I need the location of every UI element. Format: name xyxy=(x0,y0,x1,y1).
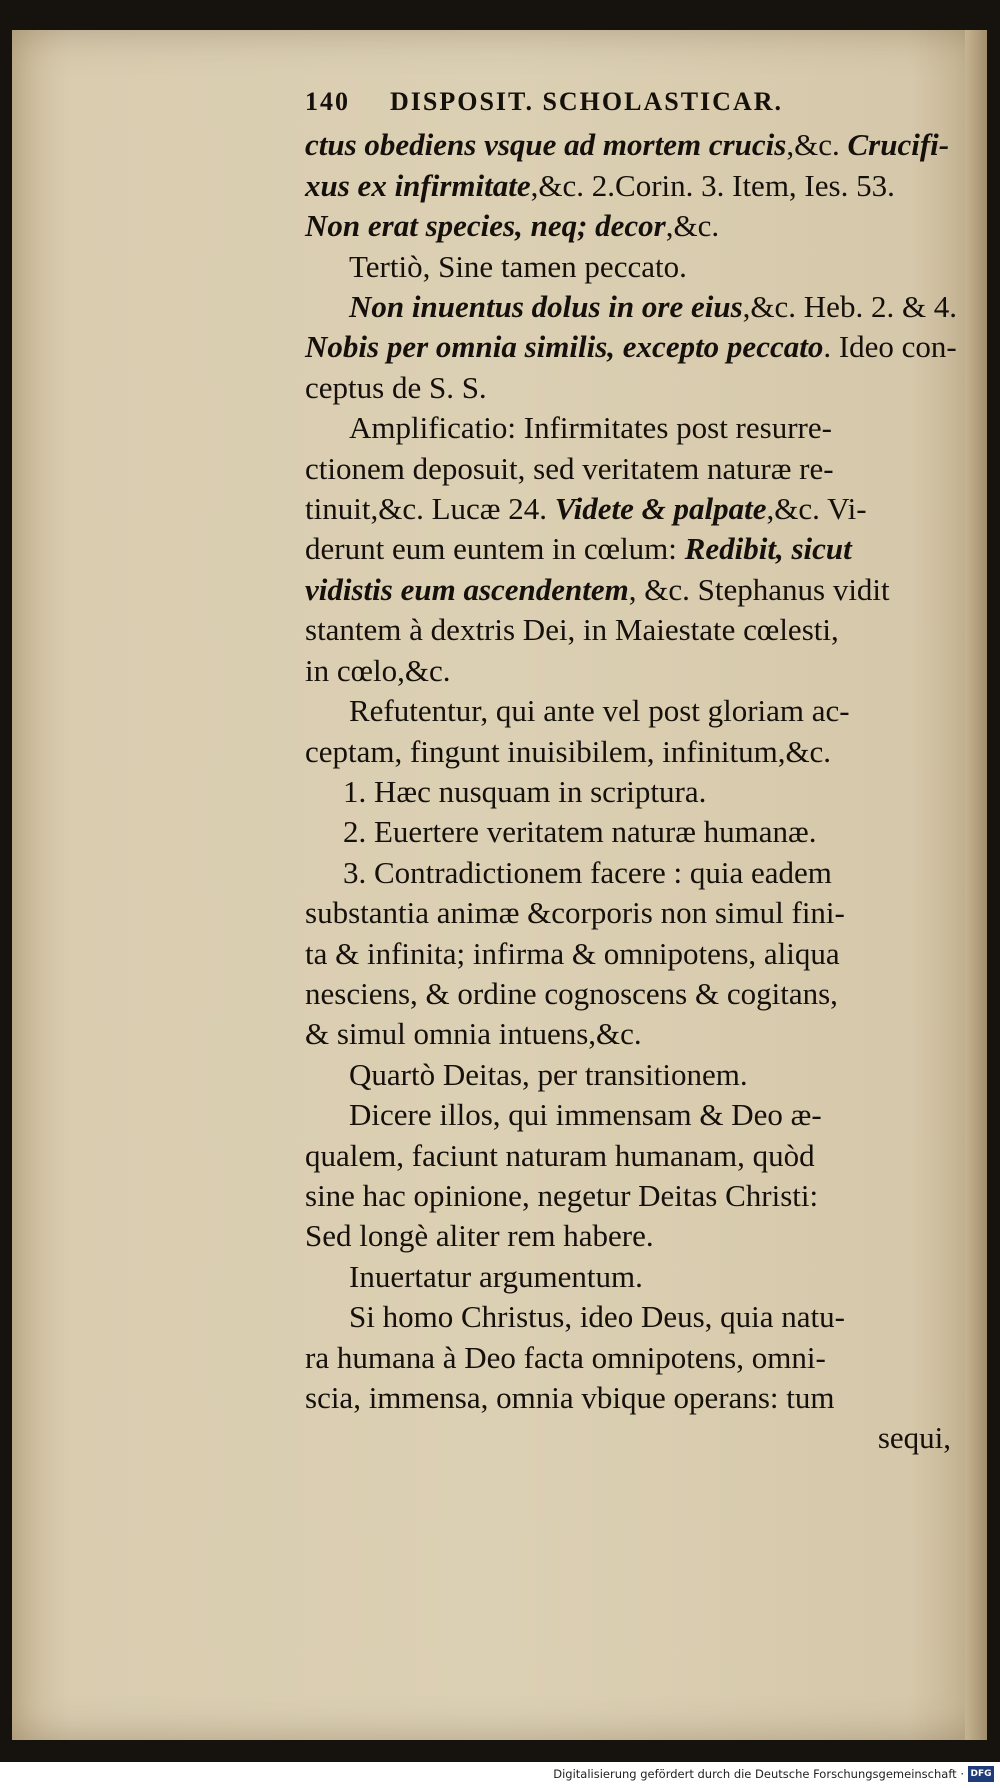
text-line xyxy=(305,1216,957,1256)
text-line xyxy=(305,974,957,1014)
text-line xyxy=(305,732,957,772)
roman-text: scia, immensa, omnia vbique operans: tum xyxy=(305,1380,835,1415)
text-line xyxy=(305,772,957,812)
text-line xyxy=(305,691,957,731)
roman-text: Sed longè aliter rem habere. xyxy=(305,1218,654,1254)
roman-text: tinuit,&c. Lucæ 24. xyxy=(305,491,555,527)
text-line xyxy=(305,651,957,691)
roman-text: ceptus de S. S. xyxy=(305,369,487,405)
italic-text: Nobis per omnia similis, excepto peccato xyxy=(305,329,824,365)
roman-text: in cœlo,&c. xyxy=(305,652,451,688)
text-line xyxy=(305,1338,957,1378)
text-line xyxy=(305,610,957,650)
running-head: DISPOSIT. SCHOLASTICAR. xyxy=(390,87,784,116)
text-line xyxy=(305,1297,957,1337)
text-line xyxy=(305,489,957,529)
roman-text: & simul omnia intuens,&c. xyxy=(305,1016,642,1052)
roman-text: 2. Euertere veritatem naturæ humanæ. xyxy=(343,814,817,850)
text-line xyxy=(305,1378,957,1418)
text-line xyxy=(305,1014,957,1054)
roman-text: sequi, xyxy=(877,1420,951,1456)
roman-text: Quartò Deitas, per transitionem. xyxy=(349,1056,748,1092)
roman-text: qualem, faciunt naturam humanam, quòd xyxy=(305,1137,815,1173)
italic-text: Non inuentus dolus in ore eius xyxy=(349,289,743,325)
italic-text: xus ex infirmitate xyxy=(305,167,531,203)
page-edge xyxy=(965,30,987,1740)
roman-text: Inuertatur argumentum. xyxy=(349,1258,643,1294)
running-header xyxy=(305,82,957,122)
roman-text: sine hac opinione, negetur Deitas Christi: xyxy=(305,1177,819,1213)
text-line xyxy=(305,853,957,893)
roman-text: Refutentur, qui ante vel post gloriam ac- xyxy=(349,693,850,729)
text-line xyxy=(305,368,957,408)
roman-text: . Ideo con- xyxy=(823,329,957,365)
roman-text: Si homo Christus, ideo Deus, quia natu- xyxy=(349,1299,845,1335)
footer-bar xyxy=(0,1762,1000,1788)
text-line xyxy=(305,1176,957,1216)
italic-text: Videte & palpate xyxy=(554,491,767,527)
text-line xyxy=(305,529,957,569)
roman-text: ta & infinita; infirma & omnipotens, aliqua xyxy=(305,935,840,971)
roman-text: ,&c. xyxy=(665,208,720,244)
roman-text: 1. Hæc nusquam in scriptura. xyxy=(343,773,707,809)
roman-text: stantem à dextris Dei, in Maiestate cœlesti, xyxy=(305,612,839,648)
text-line xyxy=(305,893,957,933)
text-line xyxy=(305,287,957,327)
italic-text: Non erat species, neq; decor xyxy=(305,208,666,244)
page-text xyxy=(305,82,957,1459)
text-line xyxy=(305,570,957,610)
dfg-logo: DFG xyxy=(968,1766,994,1782)
text-line xyxy=(305,934,957,974)
roman-text: Tertiò, Sine tamen peccato. xyxy=(349,248,687,284)
text-line xyxy=(305,1095,957,1135)
text-line xyxy=(305,247,957,287)
roman-text: nesciens, & ordine cognoscens & cogitans, xyxy=(305,975,838,1011)
text-lines xyxy=(305,125,957,1458)
text-line xyxy=(305,125,957,165)
roman-text: ,&c. 2.Corin. 3. Item, Ies. 53. xyxy=(530,167,895,203)
roman-text: ,&c. xyxy=(786,127,848,163)
text-line xyxy=(305,1418,957,1458)
text-line xyxy=(305,1055,957,1095)
text-line xyxy=(305,408,957,448)
text-line xyxy=(305,206,957,246)
roman-text: Amplificatio: Infirmitates post resurre- xyxy=(349,410,832,446)
roman-text: ceptam, fingunt inuisibilem, infinitum,&c. xyxy=(305,733,832,769)
italic-text: Redibit, sicut xyxy=(684,531,852,567)
roman-text: 3. Contradictionem facere : quia eadem xyxy=(343,854,832,890)
italic-text: vidistis eum ascendentem xyxy=(305,571,629,607)
page-number: 140 xyxy=(305,87,350,116)
roman-text: ctionem deposuit, sed veritatem naturæ re- xyxy=(305,450,834,486)
text-line xyxy=(305,166,957,206)
roman-text: derunt eum euntem in cœlum: xyxy=(305,531,685,567)
roman-text: substantia animæ &corporis non simul fini- xyxy=(305,895,845,931)
text-line xyxy=(305,1136,957,1176)
italic-text: Crucifi- xyxy=(847,127,950,163)
italic-text: ctus obediens vsque ad mortem crucis xyxy=(305,127,787,163)
text-line xyxy=(305,1257,957,1297)
roman-text: , &c. Stephanus vidit xyxy=(628,571,890,607)
footer-credit: Digitalisierung gefördert durch die Deutsche Forschungsgemeinschaft · xyxy=(553,1767,964,1781)
roman-text: Dicere illos, qui immensam & Deo æ- xyxy=(349,1097,822,1133)
text-line xyxy=(305,449,957,489)
roman-text: ,&c. Heb. 2. & 4. xyxy=(742,289,958,325)
roman-text: ,&c. Vi- xyxy=(766,491,867,527)
text-line xyxy=(305,812,957,852)
roman-text: ra humana à Deo facta omnipotens, omni- xyxy=(305,1339,826,1375)
text-line xyxy=(305,327,957,367)
